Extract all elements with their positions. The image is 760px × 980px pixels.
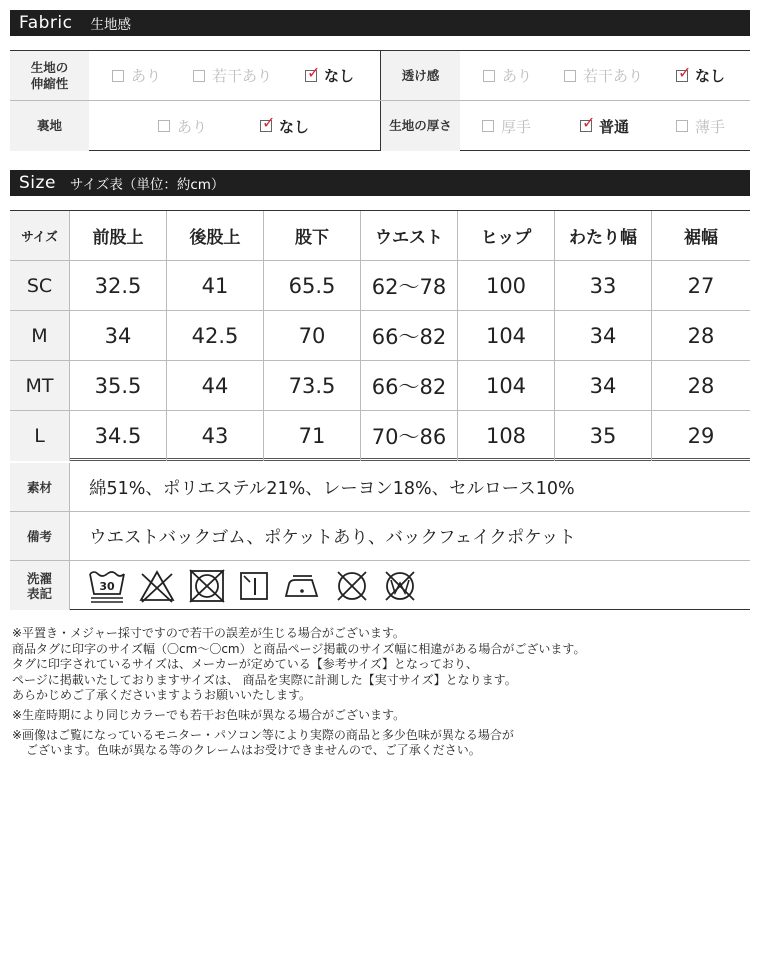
remarks-value: ウエストバックゴム、ポケットあり、バックフェイクポケット bbox=[89, 527, 576, 548]
table-cell: 33 bbox=[555, 261, 652, 310]
table-cell: 71 bbox=[264, 411, 361, 461]
no-dry-clean-icon bbox=[334, 568, 370, 604]
checkbox-icon bbox=[483, 70, 495, 82]
notes bbox=[12, 626, 752, 759]
fabric-title-jp: 生地感 bbox=[90, 17, 131, 33]
table-cell: 28 bbox=[687, 323, 715, 348]
header-cell: ヒップ bbox=[458, 211, 555, 260]
size-table-header-row bbox=[10, 211, 750, 261]
checked-checkbox-icon: ✓ bbox=[307, 62, 321, 82]
table-row bbox=[10, 361, 750, 411]
table-cell: 42.5 bbox=[167, 311, 264, 360]
table-cell: 65.5 bbox=[264, 261, 361, 310]
table-cell: 34 bbox=[555, 361, 652, 410]
sheer-option-none: ✓ なし bbox=[678, 62, 726, 85]
line-dry-icon bbox=[238, 568, 270, 604]
stretch-option-yes: あり bbox=[112, 51, 161, 100]
note-line: ございます。色味が異なる等のクレームはお受けできませんので、ご了承ください。 bbox=[26, 743, 481, 758]
table-cell: 34 bbox=[70, 311, 167, 360]
thickness-option-thin: 薄手 bbox=[676, 101, 725, 151]
table-cell: 70〜86 bbox=[361, 411, 458, 461]
table-cell: 43 bbox=[167, 411, 264, 461]
thickness-option-normal: ✓ 普通 bbox=[582, 113, 630, 136]
header-cell: わたり幅 bbox=[555, 211, 652, 260]
header-cell: ウエスト bbox=[361, 211, 458, 260]
table-cell: 32.5 bbox=[70, 261, 167, 310]
table-cell: 62〜78 bbox=[361, 261, 458, 310]
note-line: 商品タグに印字のサイズ幅（〇cm〜〇cm）と商品ページ掲載のサイズ幅に相違がある場合がございます。 bbox=[12, 641, 586, 656]
size-name-cell: M bbox=[10, 311, 70, 360]
fabric-title-en: Fabric bbox=[19, 13, 73, 33]
thickness-label: 生地の厚さ bbox=[381, 101, 460, 151]
note-line: タグに印字されているサイズは、メーカーが定めている【参考サイズ】となっており、 bbox=[12, 657, 478, 672]
iron-low-icon bbox=[282, 568, 322, 604]
table-row bbox=[10, 411, 750, 461]
no-tumble-dry-icon bbox=[188, 568, 226, 604]
table-cell: 34 bbox=[555, 311, 652, 360]
note-line: ※平置き・メジャー採寸ですので若干の誤差が生じる場合がございます。 bbox=[12, 626, 405, 640]
note-line: ページに掲載いたしておりますサイズは、 商品を実際に計測した【実寸サイズ】となります。 bbox=[12, 672, 517, 687]
header-cell: サイズ bbox=[10, 211, 70, 260]
table-row bbox=[10, 311, 750, 361]
checked-checkbox-icon: ✓ bbox=[678, 62, 692, 82]
stretch-option-slight: 若干あり bbox=[193, 51, 272, 100]
checked-checkbox-icon: ✓ bbox=[262, 113, 276, 132]
size-section-header bbox=[10, 170, 750, 196]
info-table bbox=[10, 463, 750, 610]
table-cell: 28 bbox=[687, 373, 715, 398]
sheer-option-slight: 若干あり bbox=[564, 51, 643, 100]
sheer-option-yes: あり bbox=[483, 51, 532, 100]
thickness-option-thick: 厚手 bbox=[482, 101, 531, 151]
sheer-label: 透け感 bbox=[381, 51, 460, 100]
wash-30-icon bbox=[88, 568, 126, 604]
material-value: 綿51%、ポリエステル21%、レーヨン18%、セルロース10% bbox=[89, 478, 575, 499]
fabric-row-2 bbox=[10, 101, 750, 151]
fabric-row-1 bbox=[10, 51, 750, 101]
checkbox-icon bbox=[564, 70, 576, 82]
no-wet-clean-icon bbox=[382, 568, 418, 604]
note-line: あらかじめご了承くださいますようお願いいたします。 bbox=[12, 688, 312, 703]
table-cell: 100 bbox=[458, 261, 555, 310]
checkbox-icon bbox=[193, 70, 205, 82]
note-line: ※画像はご覧になっているモニター・パソコン等により実際の商品と多少色味が異なる場合が bbox=[12, 727, 514, 742]
size-name-cell: SC bbox=[10, 261, 70, 310]
checkbox-icon bbox=[112, 70, 124, 82]
size-name-cell: L bbox=[10, 411, 70, 461]
checkbox-icon bbox=[158, 120, 170, 132]
checkbox-icon bbox=[676, 120, 688, 132]
table-cell: 70 bbox=[264, 311, 361, 360]
care-icons bbox=[88, 566, 418, 606]
table-cell: 34.5 bbox=[70, 411, 167, 461]
size-title-en: Size bbox=[19, 173, 56, 193]
table-cell: 35 bbox=[555, 411, 652, 461]
material-label: 素材 bbox=[10, 463, 70, 511]
header-cell: 前股上 bbox=[70, 211, 167, 260]
remarks-row bbox=[10, 512, 750, 561]
material-row bbox=[10, 463, 750, 512]
header-cell: 後股上 bbox=[167, 211, 264, 260]
size-name-cell: MT bbox=[10, 361, 70, 410]
size-title-jp: サイズ表（単位：約cm） bbox=[69, 177, 225, 193]
header-cell: 股下 bbox=[264, 211, 361, 260]
lining-option-yes: あり bbox=[158, 101, 207, 151]
table-cell: 27 bbox=[687, 273, 715, 298]
table-cell: 104 bbox=[458, 311, 555, 360]
table-cell: 108 bbox=[458, 411, 555, 461]
table-cell: 44 bbox=[167, 361, 264, 410]
table-row bbox=[10, 261, 750, 311]
table-cell: 35.5 bbox=[70, 361, 167, 410]
size-table bbox=[10, 210, 750, 461]
checkbox-icon bbox=[482, 120, 494, 132]
checked-checkbox-icon: ✓ bbox=[582, 113, 596, 132]
stretch-option-none: ✓ なし bbox=[307, 62, 355, 85]
header-cell: 裾幅 bbox=[684, 228, 718, 248]
fabric-section-header bbox=[10, 10, 750, 36]
care-label: 洗濯 表記 bbox=[10, 561, 70, 610]
table-cell: 66〜82 bbox=[361, 361, 458, 410]
fabric-table bbox=[10, 50, 750, 151]
note-line: ※生産時期により同じカラーでも若干お色味が異なる場合がございます。 bbox=[12, 707, 406, 722]
table-cell: 66〜82 bbox=[361, 311, 458, 360]
no-bleach-icon bbox=[138, 568, 176, 604]
stretch-label: 生地の 伸縮性 bbox=[10, 51, 89, 100]
table-cell: 29 bbox=[687, 424, 715, 448]
table-cell: 73.5 bbox=[264, 361, 361, 410]
lining-option-none: ✓ なし bbox=[262, 113, 310, 136]
svg-text:30: 30 bbox=[99, 580, 115, 593]
lining-label: 裏地 bbox=[10, 101, 89, 151]
care-row bbox=[10, 561, 750, 610]
table-cell: 104 bbox=[458, 361, 555, 410]
table-cell: 41 bbox=[167, 261, 264, 310]
remarks-label: 備考 bbox=[10, 512, 70, 560]
